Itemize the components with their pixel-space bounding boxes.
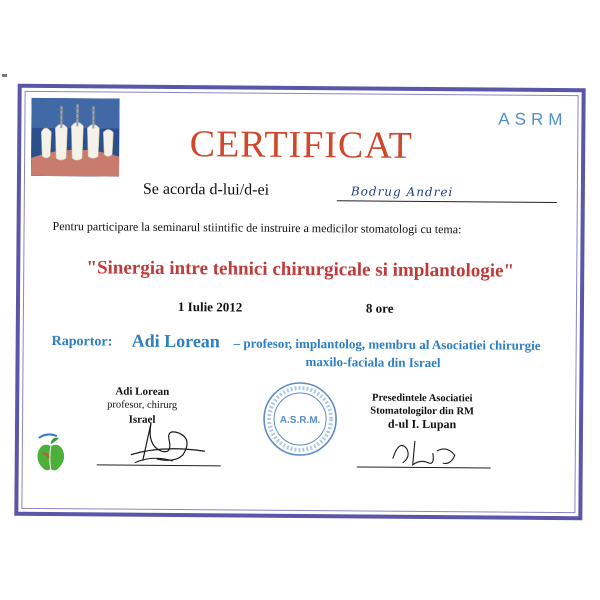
left-signatory-name: Adi Lorean	[115, 385, 170, 398]
asrm-logo-text: ASRM	[498, 109, 568, 130]
seminar-date: 1 Iulie 2012	[177, 299, 243, 315]
scan-edge-mark	[2, 74, 7, 77]
acorda-label: Se acorda d-lui/d-ei	[142, 180, 270, 199]
seminar-topic: "Sinergia intre tehnici chirurgicale si implantologie"	[86, 257, 515, 282]
seminar-hours: 8 ore	[365, 300, 394, 316]
raportor-name: Adi Lorean	[131, 330, 220, 352]
participation-text: Pentru participare la seminarul stiintific de instruire a medicilor stomatologi cu tema:	[52, 219, 462, 237]
left-signatory-country: Israel	[128, 413, 156, 426]
raportor-description-line1: – profesor, implantolog, membru al Asociatiei chirurgie	[233, 335, 541, 353]
certificate-title: CERTIFICAT	[189, 123, 413, 167]
right-signatory-name: d-ul I. Lupan	[387, 416, 457, 432]
left-signatory-role: profesor, chirurg	[107, 399, 178, 412]
apple-logo-icon	[33, 432, 69, 478]
asrm-stamp	[261, 380, 340, 459]
right-signatory-title-line1: Presedintele Asociatiei	[372, 392, 473, 405]
right-signatory-block	[357, 391, 487, 431]
right-signatory-title-line2: Stomatologilor din RM	[370, 405, 475, 418]
stamp-center-text: A.S.R.M.	[279, 414, 321, 427]
recipient-name: Bodrug Andrei	[350, 184, 454, 200]
raportor-description-line2: maxilo-faciala din Israel	[305, 354, 441, 371]
certificate-paper	[4, 76, 596, 529]
raportor-label: Raportor:	[51, 334, 113, 350]
left-signature-scribble	[123, 415, 213, 468]
right-signature-scribble	[381, 429, 471, 472]
